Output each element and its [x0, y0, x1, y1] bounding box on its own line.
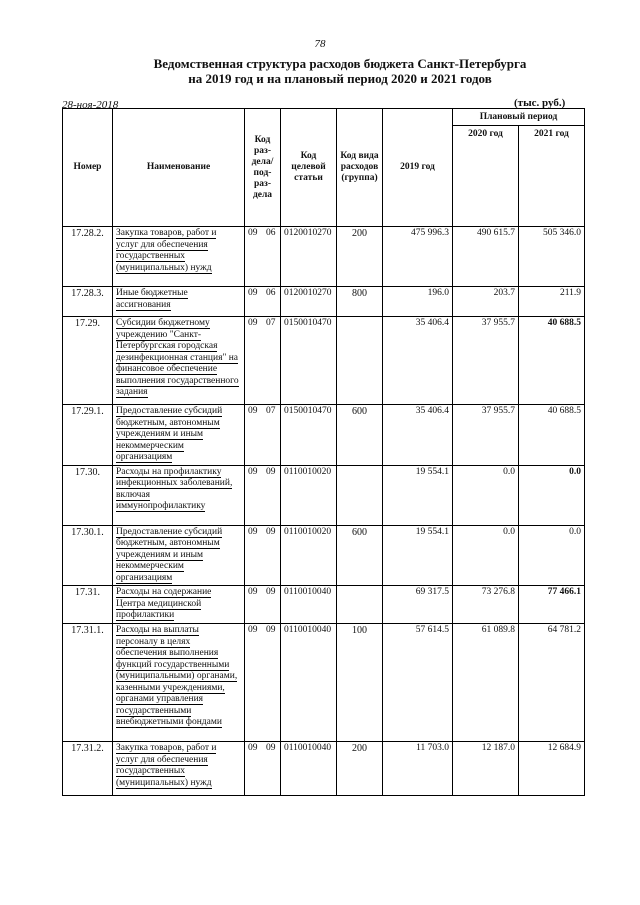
row-2021: 211.9 — [519, 287, 585, 317]
row-vid: 200 — [337, 742, 383, 796]
row-2020: 37 955.7 — [453, 405, 519, 466]
row-vid — [337, 586, 383, 624]
row-podrazdel-code: 09 — [266, 587, 276, 597]
row-target: 0110010020 — [281, 525, 337, 586]
row-razdel — [245, 317, 281, 405]
row-2019: 35 406.4 — [383, 317, 453, 405]
row-vid — [337, 465, 383, 525]
row-2019: 196.0 — [383, 287, 453, 317]
row-name — [113, 525, 245, 586]
row-number: 17.31. — [63, 586, 113, 624]
row-name-text: Субсидии бюджетному учреждению "Санкт-Петербургская городская дезинфекционная станция" на финансовое обеспечение выполнения государственного задания — [116, 318, 239, 397]
row-podrazdel-code: 09 — [266, 625, 276, 635]
row-number: 17.29. — [63, 317, 113, 405]
row-razdel-code: 09 — [248, 466, 258, 477]
row-2020: 0.0 — [453, 465, 519, 525]
row-2019: 11 703.0 — [383, 742, 453, 796]
row-razdel-code: 09 — [248, 406, 258, 416]
row-podrazdel-code: 09 — [266, 526, 276, 537]
row-2020: 490 615.7 — [453, 227, 519, 287]
row-vid: 800 — [337, 287, 383, 317]
row-podrazdel-code: 06 — [266, 288, 276, 298]
row-2019: 19 554.1 — [383, 525, 453, 586]
row-podrazdel-code: 07 — [266, 318, 276, 328]
table-row — [63, 586, 585, 624]
row-name — [113, 317, 245, 405]
row-razdel-code: 09 — [248, 587, 258, 597]
row-number: 17.30.1. — [63, 525, 113, 586]
row-2021: 12 684.9 — [519, 742, 585, 796]
row-2021: 40 688.5 — [519, 317, 585, 405]
row-2020: 203.7 — [453, 287, 519, 317]
row-razdel-code: 09 — [248, 625, 258, 635]
row-target: 0110010040 — [281, 742, 337, 796]
row-2020: 0.0 — [453, 525, 519, 586]
row-name-text: Предоставление субсидий бюджетным, автономным учреждениям и иным некоммерческим организациям — [116, 406, 223, 462]
row-2021: 0.0 — [519, 525, 585, 586]
row-2019: 57 614.5 — [383, 624, 453, 742]
table-row — [63, 405, 585, 466]
header-2019: 2019 год — [383, 109, 453, 227]
row-razdel-code: 09 — [248, 743, 258, 753]
document-date: 28-ноя-2018 — [62, 99, 119, 111]
table-row — [63, 624, 585, 742]
row-name-text: Предоставление субсидий бюджетным, автономным учреждениям и иным некоммерческим организациям — [116, 526, 223, 583]
row-2019: 475 996.3 — [383, 227, 453, 287]
row-name — [113, 624, 245, 742]
budget-table — [62, 108, 585, 796]
row-2021: 77 466.1 — [519, 586, 585, 624]
row-vid: 200 — [337, 227, 383, 287]
row-2020: 61 089.8 — [453, 624, 519, 742]
header-2020: 2020 год — [453, 126, 519, 227]
table-row — [63, 465, 585, 525]
header-vid: Код вида расходов (группа) — [337, 109, 383, 227]
table-row — [63, 287, 585, 317]
row-target: 0110010040 — [281, 586, 337, 624]
title-line-1: Ведомственная структура расходов бюджета Санкт-Петербурга — [153, 56, 527, 71]
row-2019: 19 554.1 — [383, 465, 453, 525]
row-razdel — [245, 405, 281, 466]
page-number: 78 — [314, 38, 326, 50]
row-name-text: Иные бюджетные ассигнования — [116, 288, 188, 310]
row-podrazdel-code: 09 — [266, 743, 276, 753]
row-target: 0150010470 — [281, 405, 337, 466]
row-2020: 73 276.8 — [453, 586, 519, 624]
header-target: Код целевой статьи — [281, 109, 337, 227]
row-target: 0110010040 — [281, 624, 337, 742]
row-number: 17.28.2. — [63, 227, 113, 287]
header-plan-period: Плановый период — [453, 109, 585, 126]
row-target: 0110010020 — [281, 465, 337, 525]
row-podrazdel-code: 09 — [266, 466, 276, 477]
row-name — [113, 227, 245, 287]
row-target: 0150010470 — [281, 317, 337, 405]
row-number: 17.31.2. — [63, 742, 113, 796]
row-razdel — [245, 742, 281, 796]
row-vid: 100 — [337, 624, 383, 742]
row-2020: 12 187.0 — [453, 742, 519, 796]
units-label: (тыс. руб.) — [514, 97, 566, 109]
row-number: 17.30. — [63, 465, 113, 525]
row-razdel-code: 09 — [248, 288, 258, 298]
row-2020: 37 955.7 — [453, 317, 519, 405]
row-vid: 600 — [337, 405, 383, 466]
row-number: 17.28.3. — [63, 287, 113, 317]
title-line-2: на 2019 год и на плановый период 2020 и 2021 годов — [188, 71, 492, 86]
row-vid: 600 — [337, 525, 383, 586]
row-razdel-code: 09 — [248, 228, 258, 238]
header-name: Наименование — [113, 109, 245, 227]
row-2021: 64 781.2 — [519, 624, 585, 742]
row-razdel — [245, 586, 281, 624]
row-podrazdel-code: 07 — [266, 406, 276, 416]
row-name — [113, 287, 245, 317]
row-number: 17.31.1. — [63, 624, 113, 742]
row-name-text: Расходы на профилактику инфекционных заболеваний, включая иммунопрофилактику — [116, 466, 233, 511]
table-row — [63, 317, 585, 405]
table-row — [63, 525, 585, 586]
row-2019: 69 317.5 — [383, 586, 453, 624]
row-number: 17.29.1. — [63, 405, 113, 466]
row-name — [113, 742, 245, 796]
row-name-text: Расходы на выплаты персоналу в целях обеспечения выполнения функций государственными (муниципальными) органами, казенными учреждениями, органами управления государственными внебюджетными фондами — [116, 625, 238, 727]
row-razdel-code: 09 — [248, 318, 258, 328]
header-number: Номер — [63, 109, 113, 227]
table-row — [63, 227, 585, 287]
row-razdel — [245, 465, 281, 525]
row-target: 0120010270 — [281, 227, 337, 287]
row-name-text: Закупка товаров, работ и услуг для обеспечения государственных (муниципальных) нужд — [116, 228, 217, 273]
row-2021: 0.0 — [519, 465, 585, 525]
row-razdel — [245, 624, 281, 742]
header-2021: 2021 год — [519, 126, 585, 227]
row-razdel — [245, 287, 281, 317]
row-name — [113, 405, 245, 466]
header-razdel: Код раз-дела/ под-раз-дела — [245, 109, 281, 227]
row-name-text: Расходы на содержание Центра медицинской профилактики — [116, 587, 212, 620]
row-name — [113, 586, 245, 624]
row-2021: 505 346.0 — [519, 227, 585, 287]
row-razdel — [245, 227, 281, 287]
row-name — [113, 465, 245, 525]
row-razdel-code: 09 — [248, 526, 258, 537]
row-target: 0120010270 — [281, 287, 337, 317]
row-razdel — [245, 525, 281, 586]
table-row — [63, 742, 585, 796]
row-name-text: Закупка товаров, работ и услуг для обеспечения государственных (муниципальных) нужд — [116, 743, 217, 788]
row-2019: 35 406.4 — [383, 405, 453, 466]
row-vid — [337, 317, 383, 405]
row-podrazdel-code: 06 — [266, 228, 276, 238]
document-title — [60, 56, 620, 86]
row-2021: 40 688.5 — [519, 405, 585, 466]
